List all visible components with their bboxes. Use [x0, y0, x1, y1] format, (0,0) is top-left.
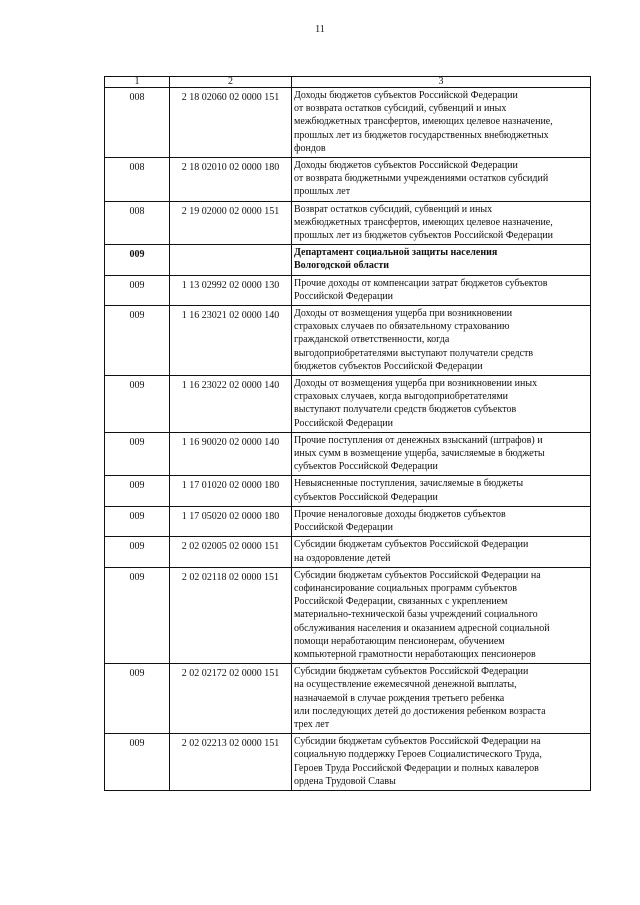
description-line: иных сумм в возмещение ущерба, зачисляемые в бюджеты — [294, 448, 545, 460]
description-line: гражданской ответственности, когда — [294, 334, 450, 346]
description-line: Субсидии бюджетам субъектов Российской Федерации на — [294, 569, 541, 581]
admin-code-cell: 009 — [105, 567, 170, 663]
table-row — [105, 567, 591, 663]
revenue-code-cell: 2 02 02213 02 0000 151 — [170, 734, 292, 791]
revenue-codes-table — [104, 76, 591, 791]
table-row — [105, 734, 591, 791]
description-line: Героев Труда Российской Федерации и полных кавалеров — [294, 762, 539, 774]
description-line: фондов — [294, 142, 326, 154]
description-cell — [292, 306, 591, 376]
revenue-code-cell: 1 16 23022 02 0000 140 — [170, 376, 292, 433]
admin-code-cell: 009 — [105, 537, 170, 567]
revenue-code-cell: 2 18 02010 02 0000 180 — [170, 158, 292, 202]
description-line: Субсидии бюджетам субъектов Российской Федерации на — [294, 736, 541, 748]
description-line: прошлых лет — [294, 186, 351, 198]
admin-code-cell: 008 — [105, 88, 170, 158]
description-cell — [292, 664, 591, 734]
description-line: от возврата бюджетными учреждениями остатков субсидий — [294, 173, 549, 185]
revenue-code-cell: 2 18 02060 02 0000 151 — [170, 88, 292, 158]
description-line: Прочие поступления от денежных взысканий (штрафов) и — [294, 434, 543, 446]
revenue-code-cell: 1 16 23021 02 0000 140 — [170, 306, 292, 376]
description-line: выгодоприобретателями выступают получатели средств — [294, 347, 534, 359]
admin-code-cell: 009 — [105, 376, 170, 433]
table-row — [105, 506, 591, 536]
table-row — [105, 88, 591, 158]
description-cell — [292, 158, 591, 202]
description-line: на оздоровление детей — [294, 552, 391, 564]
description-line: выступают получатели средств бюджетов субъектов — [294, 404, 517, 416]
description-cell — [292, 376, 591, 433]
description-line: компьютерной грамотности неработающих пенсионеров — [294, 648, 536, 660]
revenue-code-cell: 2 02 02118 02 0000 151 — [170, 567, 292, 663]
table-row — [105, 432, 591, 476]
admin-code-cell: 009 — [105, 664, 170, 734]
column-header-2: 2 — [170, 77, 292, 88]
admin-code-cell: 009 — [105, 506, 170, 536]
table-row — [105, 664, 591, 734]
revenue-code-cell: 1 16 90020 02 0000 140 — [170, 432, 292, 476]
admin-code-cell: 008 — [105, 201, 170, 245]
revenue-code-cell: 1 17 01020 02 0000 180 — [170, 476, 292, 506]
description-line: обслуживания населения и оказанием адресной социальной — [294, 622, 550, 634]
description-line: или последующих детей до достижения ребенком возраста — [294, 705, 546, 717]
revenue-code-cell: 1 17 05020 02 0000 180 — [170, 506, 292, 536]
admin-code-cell: 009 — [105, 734, 170, 791]
department-row — [105, 245, 591, 275]
description-line: межбюджетных трансфертов, имеющих целевое назначение, — [294, 116, 553, 128]
description-line: Российской Федерации — [294, 417, 394, 429]
description-cell — [292, 88, 591, 158]
description-line: субъектов Российской Федерации — [294, 491, 438, 503]
description-line: Доходы от возмещения ущерба при возникновении — [294, 308, 513, 320]
description-line: Возврат остатков субсидий, субвенций и иных — [294, 203, 493, 215]
description-cell — [292, 275, 591, 305]
description-line: Субсидии бюджетам субъектов Российской Федерации — [294, 539, 529, 551]
description-line: трех лет — [294, 718, 330, 730]
table-row — [105, 201, 591, 245]
admin-code-cell: 009 — [105, 306, 170, 376]
description-line: Российской Федерации — [294, 290, 394, 302]
description-line: Вологодской области — [294, 260, 390, 272]
table-row — [105, 537, 591, 567]
description-cell — [292, 245, 591, 275]
description-line: страховых случаев, когда выгодоприобретателями — [294, 391, 509, 403]
description-line: Прочие неналоговые доходы бюджетов субъектов — [294, 508, 506, 520]
description-line: межбюджетных трансфертов, имеющих целевое назначение, — [294, 216, 553, 228]
column-header-3: 3 — [292, 77, 591, 88]
table-row — [105, 275, 591, 305]
revenue-code-cell — [170, 245, 292, 275]
description-line: Доходы бюджетов субъектов Российской Федерации — [294, 90, 518, 101]
description-line: на осуществление ежемесячной денежной выплаты, — [294, 679, 517, 691]
column-header-1: 1 — [105, 77, 170, 88]
description-line: Субсидии бюджетам субъектов Российской Федерации — [294, 666, 529, 678]
description-cell — [292, 506, 591, 536]
description-line: Невыясненные поступления, зачисляемые в бюджеты — [294, 478, 524, 490]
description-line: ордена Трудовой Славы — [294, 775, 396, 787]
table-row — [105, 306, 591, 376]
description-cell — [292, 537, 591, 567]
table-body — [105, 77, 591, 791]
revenue-code-cell: 2 02 02172 02 0000 151 — [170, 664, 292, 734]
admin-code-cell: 009 — [105, 476, 170, 506]
description-line: назначаемой в случае рождения третьего ребенка — [294, 692, 505, 704]
description-line: софинансирование социальных программ субъектов — [294, 582, 518, 594]
description-cell — [292, 567, 591, 663]
admin-code-cell: 009 — [105, 432, 170, 476]
admin-code-cell: 009 — [105, 275, 170, 305]
description-line: Российской Федерации, связанных с укреплением — [294, 596, 508, 608]
description-cell — [292, 432, 591, 476]
revenue-code-cell: 2 19 02000 02 0000 151 — [170, 201, 292, 245]
description-line: прошлых лет из бюджетов государственных внебюджетных — [294, 129, 549, 141]
description-line: страховых случаев по обязательному страхованию — [294, 321, 510, 333]
description-line: Прочие доходы от компенсации затрат бюджетов субъектов — [294, 277, 548, 289]
table-header-row — [105, 77, 591, 88]
description-line: от возврата остатков субсидий, субвенций и иных — [294, 103, 507, 115]
description-cell — [292, 476, 591, 506]
revenue-code-cell: 1 13 02992 02 0000 130 — [170, 275, 292, 305]
description-line: Доходы бюджетов субъектов Российской Федерации — [294, 160, 518, 172]
revenue-code-cell: 2 02 02005 02 0000 151 — [170, 537, 292, 567]
description-cell — [292, 734, 591, 791]
description-line: социальную поддержку Героев Социалистического Труда, — [294, 749, 542, 761]
admin-code-cell: 009 — [105, 245, 170, 275]
page-number: 11 — [315, 24, 325, 35]
description-line: бюджетов субъектов Российской Федерации — [294, 360, 483, 372]
description-line: помощи неработающим пенсионерам, обучением — [294, 635, 505, 647]
table-row — [105, 376, 591, 433]
description-cell — [292, 201, 591, 245]
table-row — [105, 158, 591, 202]
table-row — [105, 476, 591, 506]
description-line: материально-технической базы учреждений социального — [294, 609, 538, 621]
description-line: Доходы от возмещения ущерба при возникновении иных — [294, 378, 538, 390]
description-line: Департамент социальной защиты населения — [294, 247, 498, 259]
description-line: субъектов Российской Федерации — [294, 461, 438, 473]
admin-code-cell: 008 — [105, 158, 170, 202]
description-line: Российской Федерации — [294, 522, 394, 534]
description-line: прошлых лет из бюджетов субъектов Российской Федерации — [294, 230, 553, 242]
